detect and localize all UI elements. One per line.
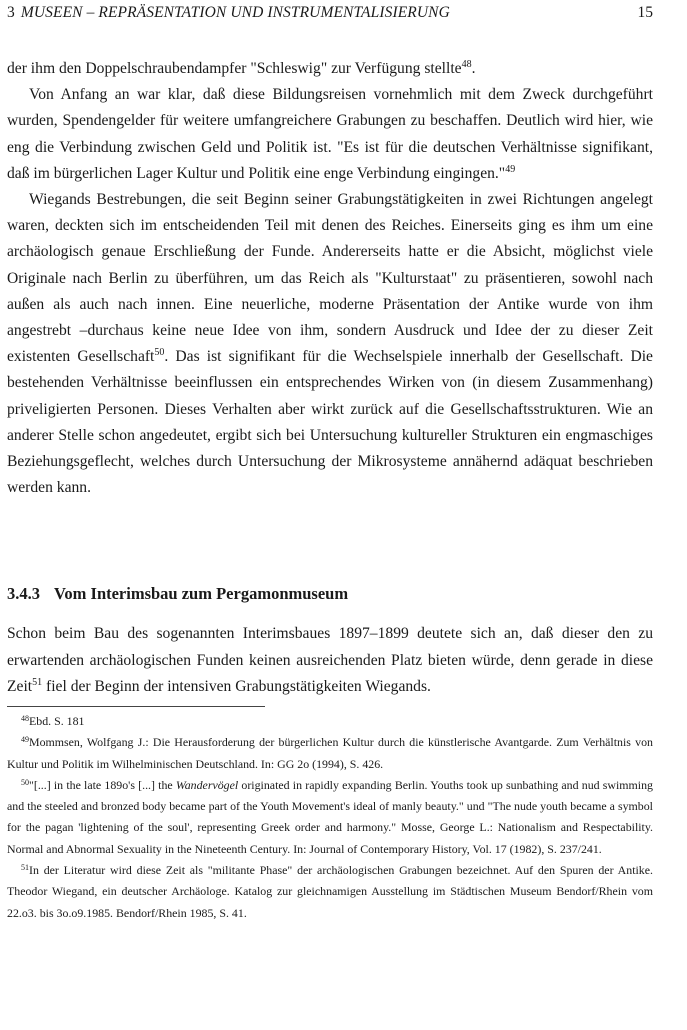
chapter-heading — [7, 4, 450, 22]
paragraph-continued — [7, 56, 653, 82]
section-heading — [7, 584, 348, 604]
footnote-ref-51[interactable]: 51 — [32, 677, 43, 689]
footnote-text: In der Literatur wird diese Zeit als "militante Phase" der archäologischen Grabungen bezeichnet. Auf den Spuren der Antike. Theodor Wiegand, ein deutscher Archäologe. Katalog zur gleichnamigen Ausstellung im Städtischen Museum Bendorf/Rhein vom 22.o3. bis 3o.o9.1985. Bendorf/Rhein 1985, S. 41. — [7, 863, 653, 920]
footnote-48 — [7, 711, 653, 732]
footnote-text: Ebd. S. 181 — [29, 714, 85, 728]
paragraph — [7, 621, 653, 701]
paragraph-text: Von Anfang an war klar, daß diese Bildungsreisen vornehmlich mit dem Zweck durchgeführt wurden, Spendengelder für weitere umfangreichere Grabungen zu beschaffen. Deutlich wird hier, wie eng die Verbindung zwischen Geld und Politik ist. "Es ist für die deutschen Verhältnisse signifikant, daß im bürgerlichen Lager Kultur und Politik eine enge Verbindung eingingen." — [7, 86, 653, 182]
running-header — [7, 4, 653, 24]
paragraph-text: Schon beim Bau des sogenannten Interimsbaues 1897–1899 deutete sich an, daß dieser den zu erwartenden archäologischen Funden keinen ausreichenden Platz bieten würde, denn gerade in diese Zeit — [7, 625, 653, 696]
section-number: 3.4.3 — [7, 584, 40, 603]
chapter-number: 3 — [7, 4, 15, 21]
footnote-text-end: originated in rapidly expanding Berlin. Youths took up sunbathing and nud swimming and the steeled and bronzed body became part of the Youth Movement's ideal of manly beauty." und "The nude youth became a symbol for the pagan 'lightening of the soul', representing Greek order and harmony." Mosse, George L.: Nationalism and Respectability. Normal and Abnormal Sexuality in the Nineteenth Century. In: Journal of Contemporary History, Vol. 17 (1982), S. 237/241. — [7, 777, 654, 856]
footnote-50 — [7, 775, 653, 860]
footnote-49 — [7, 732, 653, 775]
footnote-ref-50[interactable]: 50 — [154, 347, 165, 359]
footnote-italic-term: Wandervögel — [175, 777, 239, 792]
paragraph-text-end: fiel der Beginn der intensiven Grabungstätigkeiten Wiegands. — [42, 678, 431, 696]
chapter-title: MUSEEN – REPRÄSENTATION UND INSTRUMENTALISIERUNG — [20, 4, 450, 21]
footnote-number: 51 — [21, 863, 29, 873]
footnote-text: Mommsen, Wolfgang J.: Die Herausforderung der bürgerlichen Kultur durch die künstlerische Avantgarde. Zum Verhältnis von Kultur und Politik im Wilhelminischen Deutschland. In: GG 2o (1994), S. 426. — [7, 735, 653, 771]
section-title: Vom Interimsbau zum Pergamonmuseum — [54, 584, 349, 603]
footnote-ref-48[interactable]: 48 — [461, 59, 472, 70]
body-text — [7, 56, 653, 501]
page-number: 15 — [637, 4, 653, 21]
footnote-number: 49 — [21, 735, 29, 745]
paragraph — [7, 187, 653, 501]
section-body — [7, 621, 653, 701]
paragraph-text: der ihm den Doppelschraubendampfer "Schleswig" zur Verfügung stellte — [7, 60, 462, 77]
paragraph-text-end: . Das ist signifikant für die Wechselspiele innerhalb der Gesellschaft. Die bestehenden Verhältnisse beeinflussen ein entsprechendes Wirken von (in diesem Zusammenhang) priveligierten Personen. Dieses Verhalten aber wirkt zurück auf die Gesellschaftsstrukturen. Wie an anderer Stelle schon angedeutet, ergibt sich bei Untersuchung kultureller Strukturen ein engmaschiges Beziehungsgeflecht, welches durch Untersuchung der Mikrosysteme annähernd adäquat beschrieben werden kann. — [7, 348, 653, 497]
footnote-ref-49[interactable]: 49 — [505, 163, 516, 175]
footnote-number: 50 — [21, 777, 29, 787]
paragraph — [7, 82, 653, 187]
footnote-text: "[...] in the late 189o's [...] the — [29, 777, 176, 792]
footnote-separator — [7, 706, 265, 707]
paragraph-text-end: . — [471, 60, 476, 77]
paragraph-text: Wiegands Bestrebungen, die seit Beginn seiner Grabungstätigkeiten in zwei Richtungen angelegt waren, deckten sich im entscheidenden Teil mit denen des Reiches. Einerseits ging es ihm um eine archäologisch genaue Erschließung der Funde. Andererseits hatte er die Absicht, möglichst viele Originale nach Berlin zu überführen, um das Reich als "Kulturstaat" zu präsentieren, sowohl nach außen als auch nach innen. Eine neuerliche, moderne Präsentation der Antike wurde von ihm angestrebt –durchaus keine neue Idee von ihm, sondern Ausdruck und Idee der zu dieser Zeit existenten Gesellschaft — [7, 191, 653, 366]
footnotes — [7, 711, 653, 924]
footnote-number: 48 — [21, 714, 29, 723]
footnote-51 — [7, 860, 653, 924]
